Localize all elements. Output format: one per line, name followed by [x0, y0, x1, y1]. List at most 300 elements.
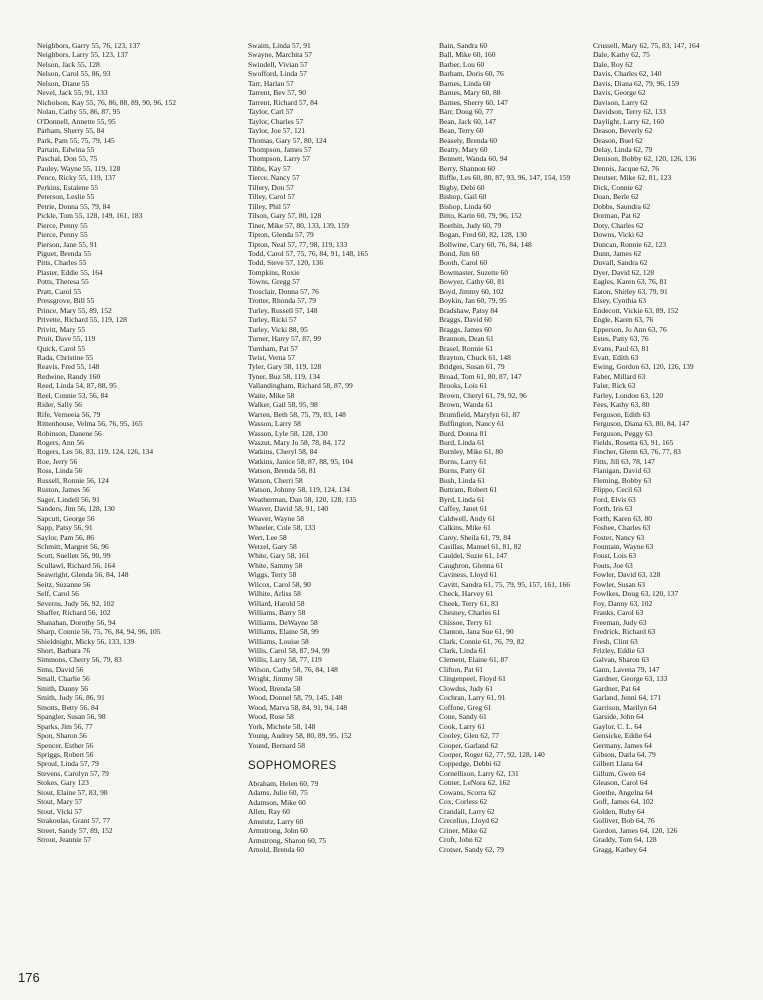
index-entry: Wasson, Lyle 58, 128, 130	[248, 428, 328, 438]
index-column-2	[248, 41, 438, 855]
index-entry: Estes, Patty 63, 76	[593, 334, 649, 344]
index-entry: Tompkins, Roxie	[248, 267, 300, 277]
index-entry: Willard, Harold 58	[248, 598, 305, 608]
index-entry: Ferguson, Diana 63, 80, 84, 147	[593, 419, 690, 429]
index-entry: Bush, Linda 61	[439, 475, 486, 485]
index-entry: Dyer, David 62, 128	[593, 267, 655, 277]
index-entry: Caffey, Janet 61	[439, 504, 488, 514]
index-entry: White, Sammy 58	[248, 560, 303, 570]
index-entry: Tarrent, Bev 57, 90	[248, 88, 307, 98]
index-entry: Barnes, Linda 60	[439, 78, 491, 88]
index-entry: Young, Audrey 58, 80, 89, 95, 152	[248, 731, 352, 741]
index-entry: Gragg, Kathey 64	[593, 844, 647, 854]
index-entry: Stout, Vicki 57	[37, 806, 83, 816]
index-entry: Quick, Carol 55	[37, 343, 86, 353]
index-entry: Galvan, Sharon 63	[593, 655, 650, 665]
index-entry: Faler, Rick 63	[593, 381, 636, 391]
index-entry: Faber, Millard 63	[593, 371, 646, 381]
index-entry: Franks, Carol 63	[593, 608, 644, 618]
index-entry: Garside, John 64	[593, 712, 644, 722]
index-entry: Davis, George 62	[593, 88, 646, 98]
index-entry: Goff, James 64, 102	[593, 797, 654, 807]
index-entry: Cone, Sandy 61	[439, 712, 487, 722]
index-entry: Downs, Vicki 62	[593, 230, 644, 240]
index-entry: Adams, Julie 60, 75	[248, 788, 308, 798]
index-entry: Bishop, Linda 60	[439, 201, 491, 211]
index-entry: Barber, Lou 60	[439, 59, 485, 69]
index-entry: Freeman, Judy 63	[593, 617, 647, 627]
index-entry: Wert, Lee 58	[248, 532, 287, 542]
index-entry: Gilbert Llana 64	[593, 759, 643, 769]
index-entry: Tyler, Gary 58, 119, 128	[248, 362, 322, 372]
index-entry: Garland, Jenni 64, 171	[593, 693, 662, 703]
index-entry: Coppedge, Debbi 62	[439, 759, 501, 769]
index-entry: Golden, Ruby 64	[593, 806, 645, 816]
index-entry: Carey, Sheila 61, 79, 84	[439, 532, 511, 542]
index-entry: Smith, Danny 56	[37, 683, 89, 693]
index-entry: Reavis, Fred 55, 148	[37, 362, 100, 372]
index-entry: Byrd, Linda 61	[439, 494, 485, 504]
index-entry: Cooper, Garland 62	[439, 740, 499, 750]
index-entry: Prince, Mary 55, 89, 152	[37, 305, 112, 315]
index-entry: Cowans, Scorra 62	[439, 787, 496, 797]
index-entry: Check, Harvey 61	[439, 589, 494, 599]
index-entry: Cooley, Glen 62, 77	[439, 731, 500, 741]
index-entry: O'Donnell, Annette 55, 95	[37, 116, 116, 126]
index-entry: Fitts, Jill 63, 78, 147	[593, 456, 655, 466]
index-entry: Pauley, Wayne 55, 119, 128	[37, 163, 121, 173]
index-entry: Perkins, Estalene 55	[37, 182, 99, 192]
index-entry: Shieldnight, Micky 56, 133, 139	[37, 636, 135, 646]
index-entry: Smith, Judy 56, 86, 91	[37, 693, 105, 703]
index-entry: Tyner, Buz 58, 119, 134	[248, 371, 321, 381]
index-entry: Weatherman, Dan 58, 120, 128, 135	[248, 494, 357, 504]
index-entry: Clark, Linda 61	[439, 646, 487, 655]
index-entry: Wheeler, Cole 58, 133	[248, 523, 316, 533]
index-entry: Burns, Larry 61	[439, 456, 487, 466]
index-entry: Wood, Donnel 58, 79, 145, 148	[248, 693, 343, 703]
index-entry: Evans, Paul 63, 81	[593, 343, 650, 353]
index-entry: Gann, Lavena 79, 147	[593, 664, 660, 674]
index-entry: Fowler, David 63, 128	[593, 570, 661, 580]
index-entry: Watson, Cherri 58	[248, 475, 303, 485]
index-entry: Fouts, Joe 63	[593, 560, 633, 570]
index-entry: Spriggs, Robert 56	[37, 749, 94, 759]
index-entry: Chesney, Charles 61	[439, 608, 501, 618]
index-entry: Adamson, Mike 60	[248, 797, 306, 807]
index-entry: Burd, Donna 81	[439, 428, 488, 438]
index-entry: Turley, Russell 57, 148	[248, 305, 318, 315]
section-heading: SOPHOMORES	[248, 759, 337, 772]
index-entry: Waite, Mike 58	[248, 390, 295, 400]
index-entry: Ewing, Gordon 63, 120, 126, 139	[593, 362, 694, 372]
index-entry: Endecott, Vickie 63, 89, 152	[593, 305, 679, 315]
index-entry: Braggs, David 60	[439, 315, 492, 325]
index-entry: Clingenpeel, Floyd 61	[439, 674, 506, 684]
index-entry: Armstrong, John 60	[248, 826, 308, 836]
index-entry: Waszut, Mary Jo 58, 78, 84, 172	[248, 438, 346, 448]
index-entry: Allen, Ray 60	[248, 807, 290, 817]
index-entry: Vallandingham, Richard 58, 87, 99	[248, 381, 353, 391]
index-entry: Gleason, Carol 64	[593, 778, 648, 788]
index-entry: Strakoulas, Grant 57, 77	[37, 816, 111, 826]
index-entry: Farley, London 63, 120	[593, 390, 664, 400]
index-entry: Dobbs, Saundra 62	[593, 201, 651, 211]
index-entry: Nelson, Jack 55, 128	[37, 59, 100, 69]
index-entry: Clifton, Pat 61	[439, 664, 483, 674]
index-entry: Seitz, Suzanne 56	[37, 579, 91, 589]
index-entry: Daylight, Larry 62, 160	[593, 116, 665, 126]
index-entry: Fowler, Susan 63	[593, 579, 645, 589]
index-entry: Calkins, Mike 61	[439, 523, 491, 533]
index-entry: Deason, Buel 62	[593, 135, 643, 145]
index-entry: Rife, Verneeia 56, 79	[37, 409, 101, 419]
index-entry: Foust, Lois 63	[593, 551, 637, 561]
index-entry: Amstutz, Larry 60	[248, 816, 304, 826]
index-entry: Sparks, Jim 56, 77	[37, 721, 93, 731]
index-entry: Stevens, Carolyn 57, 79	[37, 768, 109, 778]
index-entry: Nicholson, Kay 55, 76, 86, 88, 89, 90, 96, 152	[37, 97, 176, 107]
index-entry: Warren, Beth 58, 75, 79, 83, 148	[248, 409, 346, 419]
index-entry: Crussell, Mary 62, 75, 83, 147, 164	[593, 41, 700, 50]
index-entry: Pierson, Jane 55, 91	[37, 239, 98, 249]
index-entry: Gaylor, C. L. 64	[593, 721, 642, 731]
index-entry: Fincher, Glenn 63, 76, 77, 83	[593, 447, 681, 457]
index-entry: Shaffer, Richard 56, 102	[37, 608, 111, 618]
index-entry: Willis, Larry 58, 77, 119	[248, 655, 322, 665]
index-entry: Bond, Jim 60	[439, 248, 480, 258]
index-entry: Small, Charlie 56	[37, 674, 90, 684]
index-entry: Short, Barbara 76	[37, 646, 91, 655]
index-entry: Roe, Jerry 56	[37, 456, 78, 466]
index-entry: Towns, Gregg 57	[248, 277, 300, 287]
index-entry: Bitto, Karin 60, 79, 96, 152	[439, 211, 522, 221]
index-entry: Plaster, Eddie 55, 164	[37, 267, 103, 277]
index-entry: Cox, Corless 62	[439, 797, 488, 807]
index-entry: Dale, Roy 62	[593, 59, 633, 69]
index-entry: Barnes, Sherry 60, 147	[439, 97, 508, 107]
index-entry: Swaim, Linda 57, 91	[248, 41, 311, 50]
index-entry: Petrie, Donna 55, 79, 84	[37, 201, 111, 211]
index-entry: Foster, Nancy 63	[593, 532, 645, 542]
index-entry: Gensicke, Eddie 64	[593, 731, 652, 741]
index-entry: Caughron, Glenna 61	[439, 560, 504, 570]
index-entry: Bridges, Susan 61, 79	[439, 362, 505, 372]
index-entry: Fredrick, Richard 63	[593, 627, 656, 637]
index-entry: Sproul, Linda 57, 79	[37, 759, 99, 769]
index-entry: Taylor, Joe 57, 121	[248, 126, 306, 136]
index-entry: Bishop, Gail 60	[439, 192, 487, 202]
index-entry: Clowdus, Judy 61	[439, 683, 493, 693]
index-entry: Thomas, Gary 57, 80, 124	[248, 135, 327, 145]
index-entry: Clement, Elaine 61, 87	[439, 655, 508, 665]
index-entry: Frizley, Eddie 63	[593, 646, 645, 655]
index-entry: Pressgrove, Bill 55	[37, 296, 95, 306]
index-entry: Self, Carol 56	[37, 589, 79, 599]
index-entry: Dunn, James 62	[593, 248, 642, 258]
index-entry: Gardner, Pat 64	[593, 683, 640, 693]
index-entry: Russell, Ronnie 56, 124	[37, 475, 109, 485]
page-number: 176	[18, 970, 40, 985]
index-entry: Wood, Rose 58	[248, 712, 294, 722]
index-entry: Bean, Jack 60, 147	[439, 116, 496, 126]
index-entry: Spangler, Susan 56, 98	[37, 712, 106, 722]
index-entry: Evatt, Edith 63	[593, 352, 639, 362]
index-entry: Golliver, Bob 64, 76	[593, 816, 655, 826]
index-entry: Nevel, Jack 55, 91, 133	[37, 88, 108, 98]
index-entry: Watson, Brenda 58, 81	[248, 466, 317, 476]
index-entry: Watson, Johnny 58, 119, 124, 134	[248, 485, 350, 495]
index-entry: Neighbors, Garry 55, 76, 123, 137	[37, 41, 141, 50]
index-entry: Nelson, Carol 55, 86, 93	[37, 69, 111, 79]
index-entry: Graddy, Tom 64, 128	[593, 835, 657, 845]
index-entry: Pitts, Charles 55	[37, 258, 87, 268]
index-entry: Taylor, Charles 57	[248, 116, 304, 126]
index-entry: Brannon, Dean 61	[439, 334, 494, 344]
index-entry: Davison, Larry 62	[593, 97, 648, 107]
index-entry: Trosclair, Donna 57, 76	[248, 286, 319, 296]
index-entry: Pruit, Dave 55, 119	[37, 334, 96, 344]
index-entry: Sager, Lindell 56, 91	[37, 494, 100, 504]
index-entry: Brasel, Ronnie 61	[439, 343, 493, 353]
index-entry: Dorman, Pat 62	[593, 211, 641, 221]
index-entry: Pence, Ricky 55, 119, 137	[37, 173, 116, 183]
index-entry: Tierce, Nancy 57	[248, 173, 300, 183]
index-entry: Forth, Iris 63	[593, 504, 633, 514]
index-entry: Smotts, Betty 56, 84	[37, 702, 99, 712]
index-entry: Dennis, Jacque 62, 76	[593, 163, 660, 173]
index-entry: Croft, John 62	[439, 835, 483, 845]
index-entry: Shanahan, Dorothy 56, 94	[37, 617, 116, 627]
index-entry: Watkins, Cheryl 58, 84	[248, 447, 318, 457]
index-entry: Todd, Steve 57, 120, 136	[248, 258, 324, 268]
index-entry: Wilcox, Carol 58, 90	[248, 579, 311, 589]
index-entry: Barham, Doris 60, 76	[439, 69, 504, 79]
index-entry: Tilley, Carol 57	[248, 192, 295, 202]
index-entry: Street, Sandy 57, 89, 152	[37, 825, 113, 835]
index-entry: Burns, Patty 61	[439, 466, 486, 476]
index-entry: Boyd, Jimmy 60, 102	[439, 286, 504, 296]
index-entry: Foy, Danny 63, 102	[593, 598, 653, 608]
index-entry: Crecelius, Lloyd 62	[439, 816, 499, 826]
index-entry: Gibson, Darla 64, 79	[593, 749, 656, 759]
index-entry: Robinson, Danene 56	[37, 428, 102, 438]
index-entry: Reel, Connie 53, 56, 84	[37, 390, 109, 400]
index-entry: Weaver, Wayne 58	[248, 513, 305, 523]
index-entry: Clark, Connie 61, 76, 79, 82	[439, 636, 525, 646]
index-entry: Strout, Jeannie 57	[37, 835, 91, 845]
index-entry: Thompson, James 57	[248, 144, 312, 154]
index-entry: Epperson, Jo Ann 63, 76	[593, 324, 667, 334]
index-entry: Willis, Carol 58, 87, 94, 99	[248, 646, 330, 655]
index-entry: Schmitt, Margret 56, 96	[37, 542, 109, 552]
index-entry: Williams, Barry 58	[248, 608, 306, 618]
index-entry: Reed, Linda 54, 87, 88, 95	[37, 381, 117, 391]
index-entry: Sims, David 56	[37, 664, 84, 674]
index-entry: Coffone, Greg 61	[439, 702, 492, 712]
index-entry: Broad, Tom 61, 80, 87, 147	[439, 371, 522, 381]
index-entry: Wright, Jimmy 58	[248, 674, 303, 684]
index-entry: Wetzel, Gary 58	[248, 542, 297, 552]
index-entry: Buttram, Robert 61	[439, 485, 498, 495]
index-entry: Stout, Mary 57	[37, 797, 83, 807]
index-entry: Criner, Mike 62	[439, 825, 487, 835]
index-entry: Ford, Elvis 63	[593, 494, 636, 504]
index-entry: White, Gary 58, 161	[248, 551, 310, 561]
index-entry: Fees, Kathy 63, 80	[593, 400, 650, 410]
index-entry: Wasson, Larry 58	[248, 419, 301, 429]
index-entry: Turnham, Pat 57	[248, 343, 298, 353]
index-entry: Wilson, Cathy 58, 76, 84, 148	[248, 664, 338, 674]
index-entry: Eaton, Shirley 63, 79, 91	[593, 286, 668, 296]
index-entry: Ball, Mike 60, 160	[439, 50, 496, 60]
index-entry: Beatty, Mary 60	[439, 144, 488, 154]
index-entry: Chissoe, Terry 61	[439, 617, 492, 627]
index-entry: Foshee, Charles 63	[593, 523, 651, 533]
index-entry: Caldwell, Andy 61	[439, 513, 496, 523]
index-entry: Biffle, Les 60, 80, 87, 93, 96, 147, 154, 159	[439, 173, 571, 183]
index-entry: Duncan, Ronnie 62, 123	[593, 239, 667, 249]
index-entry: Cotner, LeNora 62, 162	[439, 778, 511, 788]
index-entry: Fowlkes, Doug 63, 120, 137	[593, 589, 679, 599]
index-entry: Taylor, Carl 57	[248, 107, 294, 117]
index-entry: Forth, Karen 63, 80	[593, 513, 652, 523]
index-entry: Ruston, James 56	[37, 485, 90, 495]
index-entry: Stokes, Gary 123	[37, 778, 89, 788]
index-entry: Doty, Charles 62	[593, 220, 644, 230]
index-entry: Fresh, Clint 63	[593, 636, 638, 646]
index-entry: Buffington, Nancy 61	[439, 419, 505, 429]
index-entry: Saylor, Pam 56, 86	[37, 532, 94, 542]
index-entry: Wiggs, Terry 58	[248, 570, 297, 580]
index-entry: Stout, Elaine 57, 83, 98	[37, 787, 108, 797]
index-entry: Cauldel, Suzie 61, 147	[439, 551, 508, 561]
index-entry: Tilley, Phil 57	[248, 201, 291, 211]
index-entry: Spencer, Esther 56	[37, 740, 94, 750]
index-entry: Davidson, Terry 62, 133	[593, 107, 666, 117]
index-entry: Cochran, Larry 61, 91	[439, 693, 506, 703]
index-entry: Sapcutt, George 56	[37, 513, 95, 523]
index-entry: Tillery, Don 57	[248, 182, 294, 192]
index-entry: Todd, Carol 57, 75, 76, 84, 91, 148, 165	[248, 248, 369, 258]
index-entry: Bogan, Fred 60, 82, 128, 130	[439, 230, 527, 240]
index-entry: Ferguson, Peggy 63	[593, 428, 653, 438]
index-entry: Goethe, Angelna 64	[593, 787, 653, 797]
index-entry: York, Michele 58, 148	[248, 721, 316, 731]
index-entry: Boethin, Judy 60, 79	[439, 220, 502, 230]
index-entry: Sanders, Jim 56, 128, 130	[37, 504, 115, 514]
index-entry: Barr, Doug 60, 77	[439, 107, 494, 117]
index-entry: Casillas, Manuel 61, 81, 82	[439, 542, 522, 552]
index-entry: Spon, Sharon 56	[37, 731, 87, 741]
index-entry: Tarr, Harlan 57	[248, 78, 294, 88]
index-entry: Bean, Terry 60	[439, 126, 484, 136]
index-entry: Redwine, Randy 160	[37, 371, 101, 381]
index-entry: Turner, Harry 57, 87, 99	[248, 334, 321, 344]
index-entry: Flanigan, David 63	[593, 466, 651, 476]
index-entry: Beasely, Brenda 60	[439, 135, 498, 145]
index-entry: Eagles, Karen 63, 76, 81	[593, 277, 667, 287]
index-entry: Scullawl, Richard 56, 164	[37, 560, 116, 570]
index-entry: Brayton, Chuck 61, 148	[439, 352, 511, 362]
index-entry: Wood, Marva 58, 84, 91, 94, 148	[248, 702, 348, 712]
index-entry: Tipton, Neal 57, 77, 98, 119, 133	[248, 239, 348, 249]
index-entry: Davis, Charles 62, 140	[593, 69, 662, 79]
index-entry: Nolan, Cathy 55, 86, 87, 95	[37, 107, 121, 117]
index-entry: Flippo, Cecil 63	[593, 485, 642, 495]
index-entry: Brumfield, Marylyn 61, 87	[439, 409, 521, 419]
index-entry: Fountain, Wayne 63	[593, 542, 654, 552]
index-entry: Rittenhouse, Velma 56, 76, 95, 165	[37, 419, 143, 429]
index-entry: Dale, Kathy 62, 75	[593, 50, 650, 60]
index-entry: Cheek, Terry 61, 83	[439, 598, 499, 608]
index-entry: Williams, DeWayne 58	[248, 617, 318, 627]
index-entry: Gillum, Gwen 64	[593, 768, 646, 778]
index-entry: Thompson, Larry 57	[248, 154, 310, 164]
index-entry: Burnley, Mike 61, 80	[439, 447, 503, 457]
index-entry: Elsey, Cynthia 63	[593, 296, 647, 306]
index-entry: Engle, Karen 63, 76	[593, 315, 654, 325]
index-entry: Duvall, Sandra 62	[593, 258, 648, 268]
index-entry: Rogers, Ann 56	[37, 438, 84, 448]
index-entry: Brown, Cheryl 61, 79, 92, 96	[439, 390, 527, 400]
index-entry: Bollwine, Cary 60, 76, 84, 148	[439, 239, 532, 249]
index-entry: Walker, Gail 58, 95, 98	[248, 400, 318, 410]
index-entry: Doan, Berle 62	[593, 192, 639, 202]
index-entry: Brooks, Lois 61	[439, 381, 488, 391]
index-entry: Turley, Ricki 57	[248, 315, 297, 325]
index-entry: Deason, Beverly 62	[593, 126, 653, 136]
index-entry: Seawright, Glenda 56, 84, 148	[37, 570, 129, 580]
index-entry: Clanton, Jana Sue 61, 90	[439, 627, 514, 637]
index-entry: Pratt, Carol 55	[37, 286, 81, 296]
index-entry: Armstrong, Sharon 60, 75	[248, 835, 327, 845]
index-entry: Potts, Theresa 55	[37, 277, 89, 287]
index-entry: Tilson, Gary 57, 80, 128	[248, 211, 322, 221]
index-entry: Piguet, Brenda 55	[37, 248, 91, 258]
index-entry: Germany, James 64	[593, 740, 652, 750]
index-entry: Peterson, Leslie 55	[37, 192, 95, 202]
index-entry: Berry, Shannon 60	[439, 163, 495, 173]
index-entry: Delay, Linda 62, 79	[593, 144, 653, 154]
index-entry: Deutser, Mike 62, 81, 123	[593, 173, 672, 183]
index-entry: Privette, Richard 55, 119, 128	[37, 315, 127, 325]
index-entry: Park, Pam 55, 75, 79, 145	[37, 135, 115, 145]
index-entry: Bain, Sandra 60	[439, 41, 488, 50]
index-entry: Braggs, James 60	[439, 324, 492, 334]
index-entry: Rogers, Les 56, 83, 119, 124, 126, 134	[37, 447, 154, 457]
index-entry: Weaver, David 58, 91, 140	[248, 504, 329, 514]
index-entry: Fields, Rosetta 63, 91, 165	[593, 438, 674, 448]
index-entry: Gordon, James 64, 120, 126	[593, 825, 678, 835]
index-entry: Abraham, Helen 60, 79	[248, 778, 319, 788]
index-entry: Denison, Bobby 62, 120, 126, 136	[593, 154, 697, 164]
index-entry: Fleming, Bobby 63	[593, 475, 652, 485]
index-entry: Severns, Judy 56, 92, 102	[37, 598, 115, 608]
index-entry: Trotter, Rhonda 57, 79	[248, 296, 316, 306]
index-entry: Ferguson, Edith 63	[593, 409, 651, 419]
index-entry: Privitt, Mary 55	[37, 324, 86, 334]
index-entry: Dick, Connie 62	[593, 182, 643, 192]
index-entry: Tiner, Mike 57, 80, 133, 139, 159	[248, 220, 349, 230]
index-entry: Bradshaw, Patsy 84	[439, 305, 498, 315]
index-entry: Swofford, Linda 57	[248, 69, 307, 79]
index-entry: Watkins, Janice 58, 87, 88, 95, 104	[248, 456, 354, 466]
index-entry: Cook, Larry 61	[439, 721, 486, 731]
index-entry: Cavitt, Sandra 61, 75, 79, 95, 157, 161, 166	[439, 579, 571, 589]
index-entry: Williams, Louise 58	[248, 636, 309, 646]
index-entry: Cornellison, Larry 62, 131	[439, 768, 519, 778]
